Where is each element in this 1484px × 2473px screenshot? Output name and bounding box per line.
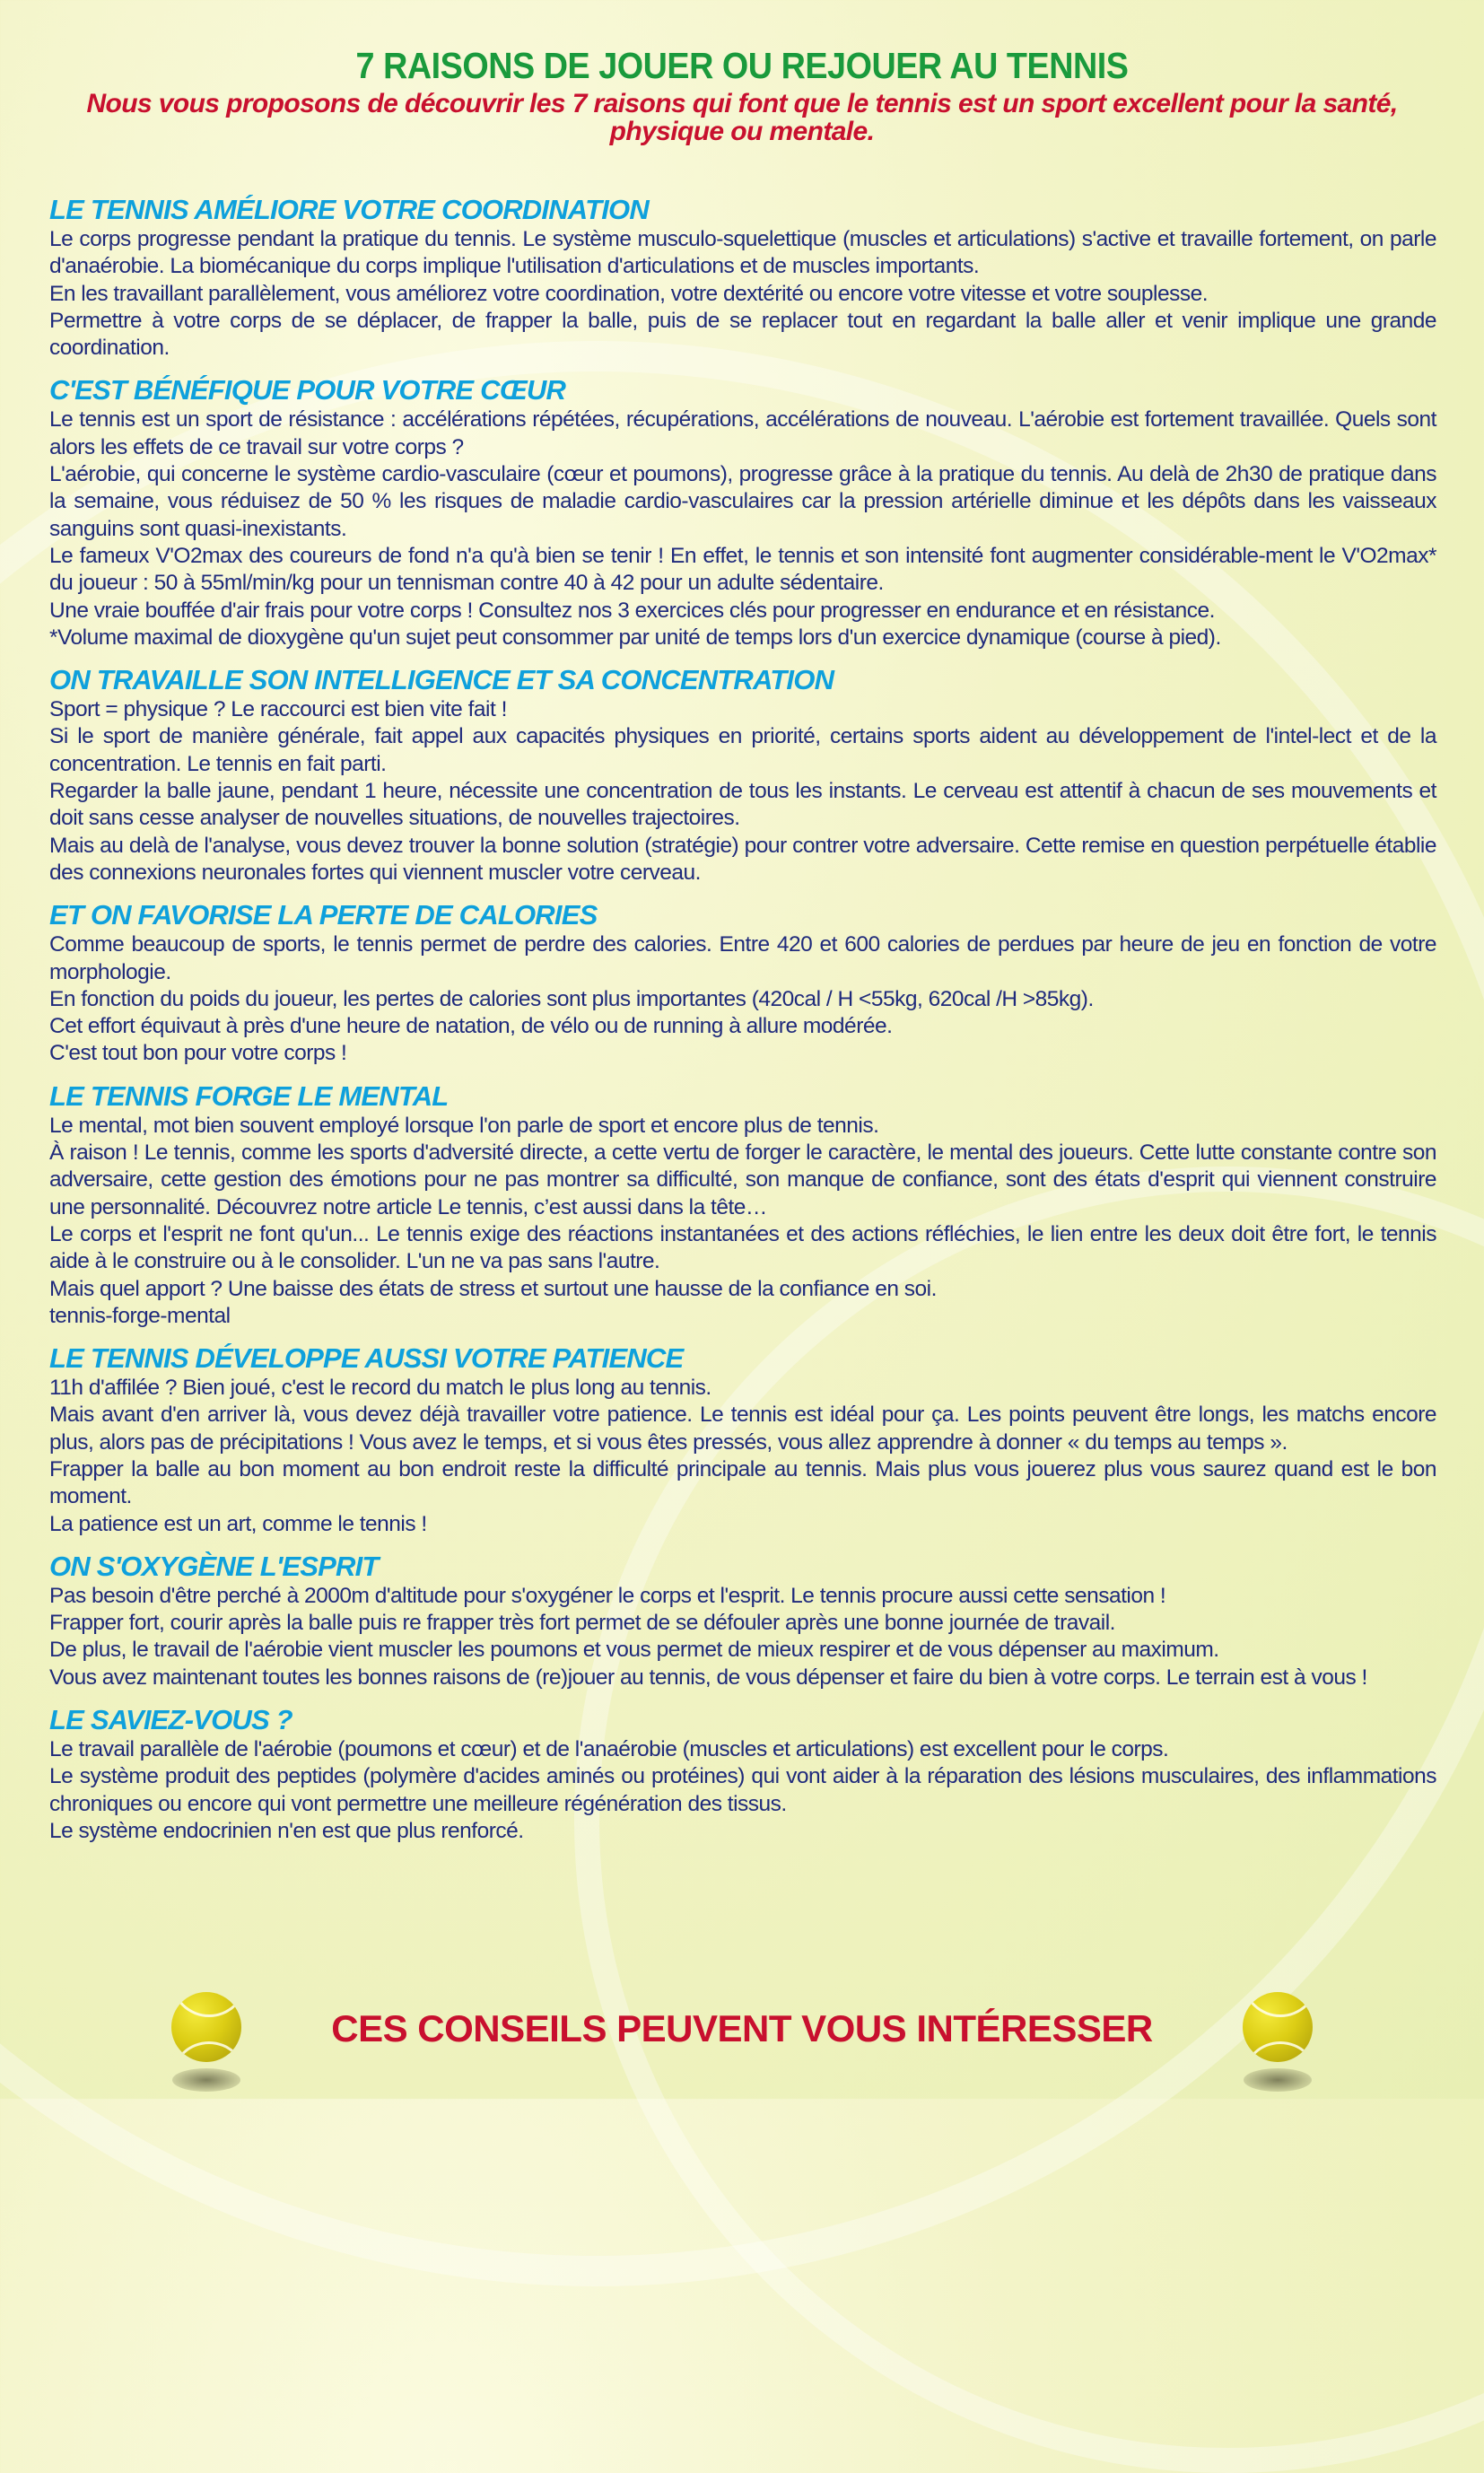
section-oxygen (49, 1551, 1436, 1691)
section-patience (49, 1342, 1436, 1538)
paragraph: De plus, le travail de l'aérobie vient muscler les poumons et vous permet de mieux respirer et de vous dépenser au maximum. (49, 1638, 1219, 1663)
section-heading: LE SAVIEZ-VOUS ? (49, 1704, 292, 1736)
ball-shadow (172, 2068, 240, 2092)
section-body (49, 1736, 1436, 1845)
section-heading: C'EST BÉNÉFIQUE POUR VOTRE CŒUR (49, 374, 566, 406)
section-mental (49, 1080, 1436, 1330)
ball-seam (1243, 1992, 1313, 2017)
section-body (49, 226, 1436, 362)
section-intelligence (49, 664, 1436, 887)
paragraph: Regarder la balle jaune, pendant 1 heure, nécessite une concentration de tous les instants. Le cerveau est attentif à chacun de ses mouvements et doit sans cesse analyser de nouvelles situations, de nouvelles trajectoires. (49, 779, 1436, 831)
paragraph: Une vraie bouffée d'air frais pour votre corps ! Consultez nos 3 exercices clés pour progresser en endurance et en résistance. (49, 598, 1215, 623)
article-content (49, 194, 1436, 1857)
paragraph: Comme beaucoup de sports, le tennis permet de perdre des calories. Entre 420 et 600 calories de perdues par heure de jeu en fonction de votre morphologie. (49, 932, 1436, 984)
related-tips-heading[interactable]: CES CONSEILS PEUVENT VOUS INTÉRESSER (331, 2007, 1153, 2049)
paragraph: À raison ! Le tennis, comme les sports d'adversité directe, a cette vertu de forger le caractère, le mental des joueurs. Cette lutte constante contre son adversaire, cette gestion des émotions pour ne pas montrer sa difficulté, son manque de confiance, sont des états d'esprit qui viennent construire une personnalité. Découvrez notre article Le tennis, c’est aussi dans la tête… (49, 1140, 1436, 1219)
paragraph: Le mental, mot bien souvent employé lorsque l'on parle de sport et encore plus de tennis. (49, 1113, 879, 1138)
tennis-ball-icon (1243, 1992, 1313, 2062)
section-coordination (49, 194, 1436, 362)
section-heading: ON TRAVAILLE SON INTELLIGENCE ET SA CONCENTRATION (49, 664, 834, 696)
paragraph: Le fameux V'O2max des coureurs de fond n'a qu'à bien se tenir ! En effet, le tennis et son intensité font augmenter considérable-ment le V'O2max* du joueur : 50 à 55ml/min/kg pour un tennisman contre 40 à 42 pour un adulte sédentaire. (49, 543, 1436, 596)
paragraph: Sport = physique ? Le raccourci est bien vite fait ! (49, 697, 507, 722)
section-heading: ON S'OXYGÈNE L'ESPRIT (49, 1550, 379, 1582)
article-slug: tennis-forge-mental (49, 1303, 231, 1328)
section-body (49, 1583, 1436, 1691)
paragraph: Permettre à votre corps de se déplacer, de frapper la balle, puis de se replacer tout en regardant la balle aller et venir implique une grande coordination. (49, 308, 1436, 361)
page-subtitle: Nous vous proposons de découvrir les 7 raisons qui font que le tennis est un sport excellent pour la santé, physique ou mentale. (86, 89, 1398, 146)
paragraph: En fonction du poids du joueur, les pertes de calories sont plus importantes (420cal / H <55kg, 620cal /H >85kg). (49, 986, 1094, 1011)
section-body (49, 1375, 1436, 1538)
paragraph: Le corps et l'esprit ne font qu'un... Le tennis exige des réactions instantanées et des actions réfléchies, le lien entre les deux doit être fort, le tennis aide à le construire ou à le consolider. L'un ne va pas sans l'autre. (49, 1221, 1436, 1274)
paragraph: Frapper fort, courir après la balle puis re frapper très fort permet de se défouler après une bonne journée de travail. (49, 1611, 1115, 1636)
paragraph: Le tennis est un sport de résistance : accélérations répétées, récupérations, accélérations de nouveau. L'aérobie est fortement travaillée. Quels sont alors les effets de ce travail sur votre corps ? (49, 407, 1436, 459)
paragraph: Mais quel apport ? Une baisse des états de stress et surtout une hausse de la confiance en soi. (49, 1276, 937, 1301)
section-did-you-know (49, 1704, 1436, 1845)
paragraph: Frapper la balle au bon moment au bon endroit reste la difficulté principale au tennis. Mais plus vous jouerez plus vous saurez quand est le bon moment. (49, 1456, 1436, 1509)
paragraph: Pas besoin d'être perché à 2000m d'altitude pour s'oxygéner le corps et l'esprit. Le tennis procure aussi cette sensation ! (49, 1583, 1166, 1608)
section-body (49, 1113, 1436, 1330)
paragraph: Mais avant d'en arriver là, vous devez déjà travailler votre patience. Le tennis est idéal pour ça. Les points peuvent être longs, les matchs encore plus, alors pas de précipitations ! Vous avez le temps, et si vous êtes pressés, vous allez apprendre à donner « du temps au temps ». (49, 1403, 1436, 1455)
paragraph: Le travail parallèle de l'aérobie (poumons et cœur) et de l'anaérobie (muscles et articulations) est excellent pour le corps. (49, 1737, 1169, 1762)
section-body (49, 931, 1436, 1067)
paragraph: L'aérobie, qui concerne le système cardio-vasculaire (cœur et poumons), progresse grâce à la pratique du tennis. Au delà de 2h30 de pratique dans la semaine, vous réduisez de 50 % les risques de maladie cardio-vasculaires car la pression artérielle diminue et les dépôts dans les vaisseaux sanguins sont quasi-inexistants. (49, 462, 1436, 541)
paragraph: C'est tout bon pour votre corps ! (49, 1041, 347, 1066)
footnote: *Volume maximal de dioxygène qu'un sujet peut consommer par unité de temps lors d'un exercice dynamique (course à pied). (49, 625, 1221, 650)
paragraph: Cet effort équivaut à près d'une heure de natation, de vélo ou de running à allure modérée. (49, 1014, 893, 1039)
paragraph: Mais au delà de l'analyse, vous devez trouver la bonne solution (stratégie) pour contrer votre adversaire. Cette remise en question perpétuelle établie des connexions neuronales fortes qui viennent muscler votre cerveau. (49, 833, 1436, 885)
section-body (49, 406, 1436, 651)
section-body (49, 696, 1436, 887)
paragraph: Le corps progresse pendant la pratique du tennis. Le système musculo-squelettique (muscles et articulations) s'active et travaille fortement, on parle d'anaérobie. La biomécanique du corps implique l'utilisation d'articulations et de muscles importants. (49, 227, 1436, 279)
paragraph: Si le sport de manière générale, fait appel aux capacités physiques en priorité, certains sports aident au développement de l'intel-lect et de la concentration. Le tennis en fait parti. (49, 724, 1436, 776)
section-heading: LE TENNIS DÉVELOPPE AUSSI VOTRE PATIENCE (49, 1342, 684, 1375)
paragraph: Le système produit des peptides (polymère d'acides aminés ou protéines) qui vont aider à la réparation des lésions musculaires, des inflammations chroniques ou encore qui vont permettre une meilleure régénération des tissus. (49, 1764, 1436, 1816)
page-title: 7 RAISONS DE JOUER OU REJOUER AU TENNIS (355, 45, 1129, 86)
section-heading: LE TENNIS FORGE LE MENTAL (49, 1079, 449, 1112)
paragraph: 11h d'affilée ? Bien joué, c'est le record du match le plus long au tennis. (49, 1376, 711, 1401)
paragraph: La patience est un art, comme le tennis ! (49, 1511, 427, 1536)
paragraph: Vous avez maintenant toutes les bonnes raisons de (re)jouer au tennis, de vous dépenser et faire du bien à votre corps. Le terrain est à vous ! (49, 1665, 1367, 1690)
section-calories (49, 899, 1436, 1067)
section-heart (49, 374, 1436, 651)
paragraph: En les travaillant parallèlement, vous améliorez votre coordination, votre dextérité ou encore votre vitesse et votre souplesse. (49, 281, 1209, 306)
ball-seam (1243, 2041, 1313, 2062)
ball-shadow (1244, 2068, 1312, 2092)
section-heading: LE TENNIS AMÉLIORE VOTRE COORDINATION (49, 194, 649, 225)
section-heading: ET ON FAVORISE LA PERTE DE CALORIES (49, 899, 598, 931)
paragraph: Le système endocrinien n'en est que plus renforcé. (49, 1818, 524, 1843)
